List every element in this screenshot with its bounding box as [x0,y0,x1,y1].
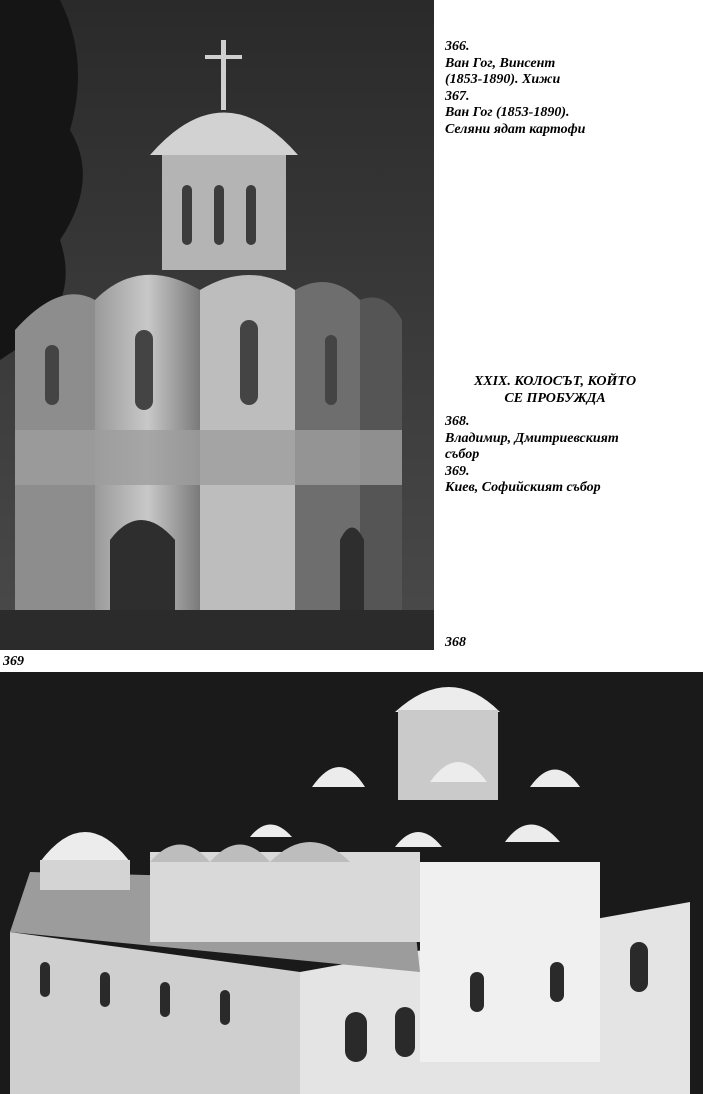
caption-367-number: 367. [445,88,470,104]
caption-368-line2: събор [445,447,480,462]
caption-366-line2: (1853-1890). Хижи [445,72,561,87]
caption-369-number: 369. [445,463,470,479]
figure-number-369: 369 [3,654,24,669]
sophia-model-illustration [0,672,703,1094]
caption-366-number: 366. [445,39,470,54]
caption-368-number: 368. [445,414,470,429]
caption-367-line2: Селяни ядат картофи [445,121,586,137]
chapter-heading-line2: СЕ ПРОБУЖДА [504,390,606,406]
figure-number-368: 368 [445,635,466,650]
caption-366-line1: Ван Гог, Винсент [445,55,556,71]
caption-368-line1: Владимир, Дмитриевският [445,430,619,446]
caption-block-van-gogh [445,39,700,138]
photo-dmitrievsky-cathedral [0,0,434,650]
caption-369-line1: Киев, Софийският събор [445,480,601,495]
caption-block-cathedrals [445,414,700,497]
photo-st-sophia-model [0,672,703,1094]
chapter-heading [445,374,665,407]
chapter-heading-line1: XXIX. КОЛОСЪТ, КОЙТО [473,374,637,389]
cathedral-illustration [0,0,434,650]
caption-367-line1: Ван Гог (1853-1890). [445,105,570,120]
